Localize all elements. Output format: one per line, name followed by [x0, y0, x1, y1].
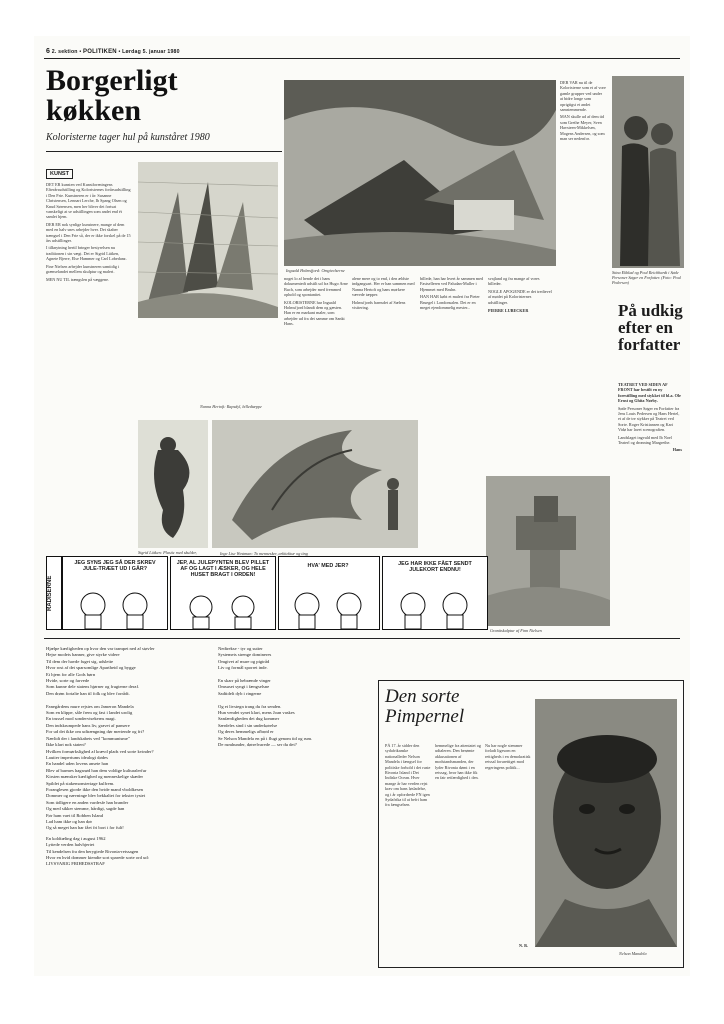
mandela-box — [378, 680, 684, 968]
comic-panel-4-text: JEG HAR IKKE FÅET SENDT JULEKORT ENDNU! — [398, 561, 472, 574]
poem-line: Lautier imperiums idealogi dødes — [46, 754, 108, 760]
poem-line: Og så meget han har fået fri bort i for fult! — [46, 825, 124, 831]
article-body-col-1 — [46, 182, 132, 618]
mandela-col-2: hemmelige fra attentatet og udtaleren. Den berømte akkusationen af modstandsmanden, der lyder Rivonia dømt i en retssag, hvor han ikke fik en fair retfærdighed i den. — [435, 743, 481, 781]
poem-col2-line: En skarr på hebrænde vinger — [218, 678, 271, 684]
poem-line: Hvor rost af det sparsomlige Apartheid og bygge — [46, 665, 136, 671]
photo-wing-sculpture — [212, 420, 418, 548]
sidebar-signature: Hans — [672, 447, 682, 453]
painting-illustration — [284, 80, 556, 266]
photo-holmsfjord — [284, 80, 556, 266]
poem-ending-line: LIVSVARIG FRIHEDSSTRAF — [46, 861, 105, 867]
poem-line: Den drøm fortalte han til folk og blev forrådt. — [46, 690, 130, 696]
comic-panel-3-art — [279, 581, 379, 629]
poem-line: Dommer og nævninge blev bekkaltet for tekster tystet — [46, 793, 146, 799]
mid-col-1-text: noget lo af hende det i hans dokumentedt udstilt ud fra Hugo Arne Buch, som arbejder med fremmed ophold og spontanitet. — [284, 276, 348, 298]
caption-mandela: Nelson Mandela — [619, 951, 647, 956]
poem-line: Til dem der havde fuget sig, udslette — [46, 658, 114, 664]
article-deck: Koloristerne tager hul på kunståret 1980 — [46, 132, 210, 143]
comic-panel-1-art — [63, 581, 167, 629]
poem-col2-line: Sanfærdigheden det dug kommer — [218, 716, 280, 722]
page-number: 6 — [46, 48, 51, 55]
masthead: 6 2. sektion • POLITIKEN • Lørdag 5. januar 1980 — [46, 48, 180, 55]
mandela-headline-2: Pimpernel — [385, 706, 465, 727]
sidebar-headline: På udkig efter en forfatter — [618, 301, 683, 354]
mid-col-9-text: MAN skulle ud af dem tid som Grethe Meyer, Sven Havsteen-Mikkelsen, Mogens Andersen, og som man ser nedenfor. — [560, 114, 605, 142]
mid-col-8-text: DER VAR nu til de Koloristerne som et af vore gamle grupper ved under at bidre longe som oprigtigst et andet samstemmende. — [560, 80, 606, 113]
poem-line: Hjælpe kærligheden op hvor den var trampet ned af støvler — [46, 646, 155, 651]
poem-line: For ud det ikke om udtrængning dør meriende og fri? — [46, 729, 145, 735]
poem-ending-line: Til kendelsen fra den berygtede Rivonia-retssagen — [46, 848, 139, 854]
poem-ending-line: Lyttede verden halvhjertet — [46, 842, 95, 848]
wing-illustration — [212, 420, 418, 548]
theater-illustration — [612, 76, 684, 268]
comic-strip — [46, 556, 486, 630]
masthead-date: Lørdag 5. januar 1980 — [122, 49, 180, 55]
granite-illustration — [486, 476, 610, 626]
headline-line-1: Borgerligt — [46, 64, 178, 97]
newspaper-page — [34, 36, 690, 976]
mandela-col-3: Nu har nogle stemmer forladt ligesom en rettigheds i en demokratisk retssal forurettiget mod regeringens politik... — [485, 743, 531, 770]
poem-line: Før ham vaet til Robben Island — [46, 812, 104, 818]
section-label: 2. sektion — [51, 49, 78, 55]
right-col-1 — [560, 80, 606, 292]
sidebar-paragraph-1: Søde Personer Søger en Forfatter fra Jens Louis Pedersen og Hans Hertel, et af de tre stykker på Teatret ved Sorte. Roger Kristiansen og Kari Vidø har lavet scenografien. — [618, 405, 680, 433]
mid-col-3 — [420, 276, 484, 476]
headline-line-2: køkken — [46, 94, 142, 127]
poem-col2-line: De rumhunder, dørrelvarede — ser du det? — [218, 742, 297, 748]
photo-granite-sculpture — [486, 476, 610, 626]
poem-line: Hvilken formørkslighed af krævd plads ved sorte kvinder? — [46, 748, 154, 754]
sidebar-body — [618, 382, 682, 698]
poem-col2-line: Nedtrekse - tyr og sutter — [218, 646, 263, 651]
comic-panel-2 — [170, 556, 276, 630]
poem-line: Som kunne dele statens hjørner og frugterne deraf. — [46, 684, 140, 690]
poem-col2-line: Sadtidelt dyb i ringerne — [218, 690, 262, 696]
caption-hertoft: Nanna Hertoft: Rapsdyl, billedtæppe — [200, 404, 262, 409]
deck-rule — [46, 151, 282, 152]
poem-ending-line: Hvor en hvid dommer kiendte sort sparede sorte ord ud: — [46, 855, 149, 860]
caption-theater: Stina Ekblad og Poul Reichhardt i Søde Personer Søger en Forfatter. (Foto: Poul Pedersen) — [612, 270, 681, 285]
poem-line: Blev af barmes hagsnød han dem voldige kulturalerfur — [46, 767, 147, 773]
section-rule — [44, 638, 680, 639]
paper-name: POLITIKEN — [83, 49, 117, 55]
mandela-col-1: PÅ 17. år sidder den sydafrikanske nationalleder Nelson Mandela i fængsel for politiske forhold i det ruste Rivonia Island i Det Indiske Ocean. Hver mange år har verden rejst krav om hans løsladelse, og i år opfordrede FN igen Sydafrika til at befri ham fra fængselsen. — [385, 743, 431, 808]
poem-line: Hvide, sorte og farvede — [46, 678, 90, 684]
poem-column-1 — [46, 646, 210, 956]
rubric-kunst: KUNST — [46, 169, 73, 179]
poem-column-2 — [218, 646, 378, 846]
poem-col2-line: Og deres hemmeligs afbrød er — [218, 729, 274, 735]
poem-line: Kirsten mænsker kærlighed og menneskelige skæder — [46, 774, 144, 780]
comic-panel-2-text: JEP, AL JULEPYNTEN BLEV PILLET AF OG LAGT I ÆSKER, OG HELE HUSET BRAGT I ORDEN! — [176, 560, 270, 579]
comic-panel-3-text: HVA' MED JER? — [307, 563, 349, 569]
poem-col2-line: Og et livstegn trang du fra senden. — [218, 703, 282, 709]
poem-col2-line: Omgivet af mure og pigtråd — [218, 658, 270, 664]
mid-col-5-text: billede, han har hvert år sammen med Fastselleren ved Paludan-Muller i Hjemmet med Bruhn. — [420, 276, 484, 292]
comic-panel-4-art — [383, 583, 487, 629]
body-paragraph-4: Fine Nielsen arbejder kunstneren samtidig i grænselandet mellem skulptur og maleri. — [46, 263, 120, 275]
comic-panel-2-art — [171, 585, 275, 629]
mandela-headline-1: Den sorte — [385, 686, 460, 707]
poem-line: Et hjem for alle Gods børn — [46, 671, 96, 677]
mid-col-1 — [284, 276, 348, 406]
portrait-illustration — [535, 699, 677, 947]
photo-lutken-sculpture — [138, 420, 208, 548]
comic-panel-1-text: JEG SYNS JEG SÅ DER SKREV JULE-TRÆET UD I GÅR? — [74, 560, 156, 573]
article-signature: PIERRE LUBECKER — [488, 308, 529, 314]
tapestry-illustration — [138, 162, 278, 318]
mid-col-3-text: alene mere og to end, i den ældste indgangsart. Her er han sammen med Nanna Hertoft og hans mørkere vævede tæpper. — [352, 276, 415, 298]
mid-col-2-text: KOLORISTERNE har Inguald Holmsfjord blandt dem og gæsten. Han er en markant maler, som arbejder ud fra det samme om Sankt Hans. — [284, 299, 345, 327]
comic-panel-4 — [382, 556, 488, 630]
poem-col2-line: Særdeles sind i sin underkørelse — [218, 722, 278, 728]
mid-col-2 — [352, 276, 416, 406]
poem-line: Ikke klart nok staten? — [46, 742, 86, 748]
poem-col2-lines — [218, 646, 378, 749]
mandela-headline — [385, 687, 464, 727]
mandela-signature: N. B. — [519, 943, 528, 948]
photo-theater — [612, 76, 684, 268]
poem-line: Hejse modets banner, give styrke videre — [46, 652, 120, 658]
mid-col-10-text: NOGLE APOGENDE er det tredievel af mødet på Koloristernes udstillinger. — [488, 288, 552, 305]
mid-col-4-text: Holmsfjords barnsdet af Sælens visitering. — [352, 299, 406, 311]
comic-title: RADISERNE — [46, 556, 62, 630]
poem-line: Som tidligere en anden vardesfe han brander — [46, 799, 129, 805]
caption-holmsfjord: Inguald Holmsfjord: Omgivelserne — [286, 268, 345, 273]
body-paragraph-3: I tilknytning hertil bringer bestyrelsen nu traditionen i sin vægt. Det er Sigrid Lütken, Agnete Bjerre, Else Hammer og Carl Lobedanz. — [46, 245, 127, 262]
body-paragraph-5: MEN NU TIL trængslen på væggene. — [46, 276, 110, 282]
poem-col2-line: Omsuset syngt i fængselsne — [218, 684, 270, 690]
caption-granite: Granitskulptur af Finn Nielsen — [490, 628, 542, 633]
poem-line: Foranglesen gjorde ikke den hvide mand vboldkesen — [46, 786, 143, 792]
comic-panel-3 — [278, 556, 380, 630]
sidebar-lead: TEATRET VED SIDEN AF FRONT har bestilt en ny forestilling med stykket til bl.a. Ole Ernst og Ghita Nørby. — [618, 382, 681, 404]
poem-line: En handel uden lovens ansete han — [46, 761, 109, 767]
body-paragraph-2: DER ER nok synlige kunstnere, mange af dem med en halv snes arbejder hver. Det skaber trængsel i Den Frie så, der er ikke forskel på de 15 års udstillinger. — [46, 221, 131, 244]
mid-col-4 — [488, 276, 552, 472]
photo-mandela — [535, 699, 677, 947]
poem-line: Fanegårdens mure rejstes om Jameron Mandela — [46, 703, 134, 709]
poem-line: En trussel mod sondervisekerns magt. — [46, 716, 116, 722]
poem-col2-line: Systemets strenge domineres — [218, 652, 272, 658]
poem-line: Lad ham ikke og han dør — [46, 818, 93, 824]
poem-line: Nærlidt der i landskabets ved "kommunisme" — [46, 735, 130, 741]
poem-line: Som en klippe, såle frem og fast i landet urolig — [46, 710, 133, 716]
poem-lines-2 — [46, 836, 210, 868]
bronze-sculpture-illustration — [138, 420, 208, 548]
masthead-rule — [44, 58, 680, 59]
photo-tapestry — [138, 162, 278, 318]
body-paragraph-1: DET ER kunsten ved Kunstforeningens Efterårsudstilling og Koloristernes forårsudstilling i Den Frie. Kunstneren er i år: Susanne Christensen, Lennart Lerche, Ib Spang Olsen og Knud Sørensen, men her bliver det fortsat vanskeligt at se udstillingen som andet end ét samlet hjem. — [46, 182, 131, 220]
comic-panel-1 — [62, 556, 168, 630]
poem-col2-line: Se Nelson Mandela en på i flugt genom tid og rum. — [218, 735, 313, 741]
mid-col-7-text: svajland og fra mange af vores billeder. — [488, 276, 540, 287]
poem-ending-line: En koldtæling dag i august 1962 — [46, 835, 106, 841]
poem-line: Spildet på stakemonsteriage kulfrem. — [46, 780, 115, 786]
caption-westman: Inge Lise Westman: To mennesker, arkitektur og ting — [220, 551, 308, 556]
poem-line: Og med sikker stemme, hårdigt, sagde han — [46, 806, 125, 812]
sidebar-paragraph-2: Landslaget ingvald med Ib Noel Teaterl og dronning Margrethe. — [618, 434, 672, 446]
poem-col2-line: Liv og formål sporret inde. — [218, 665, 268, 671]
poem-col2-line: Hun vendet synet klart, mens Joan vaskes — [218, 710, 295, 716]
poem-line: Den indskrumpede hans liv, gravet af pansere — [46, 722, 130, 728]
mid-col-6-text: HAN HAR købt et maleri fra Pieter Bruegel i Londonsalen. Det er en meget ejendommelig mester... — [420, 294, 480, 311]
article-headline — [46, 66, 286, 126]
caption-lutken: Sigrid Lütken: Plastic med skulder, — [138, 550, 197, 555]
poem-lines — [46, 646, 210, 832]
